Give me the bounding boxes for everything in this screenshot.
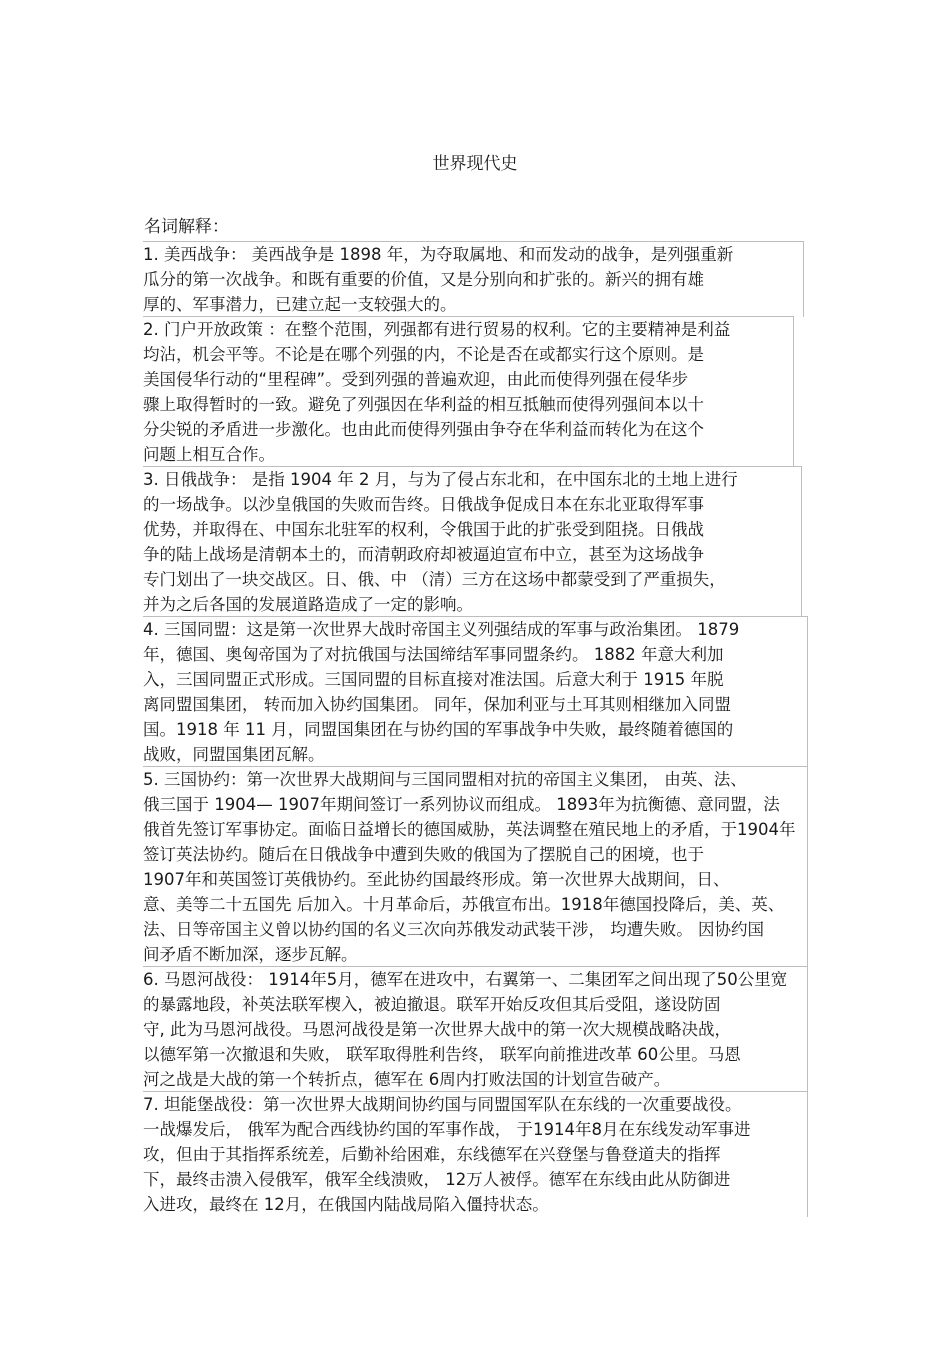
entry-line: 均沾，机会平等。不论是在哪个列强的内，不论是否在或都实行这个原则。是	[143, 345, 704, 364]
entry-line: 争的陆上战场是清朝本土的，而清朝政府却被逼迫宣布中立，甚至为这场战争	[143, 545, 704, 564]
entry-line: 俄首先签订军事协定。面临日益增长的德国威胁，英法调整在殖民地上的矛盾，于1904年	[143, 820, 796, 839]
entry-line: 3. 日俄战争： 是指 1904 年 2 月，与为了侵占东北和，在中国东北的土地上进行	[143, 470, 738, 489]
entry-line: 4. 三国同盟：这是第一次世界大战时帝国主义列强结成的军事与政治集团。 1879	[143, 620, 740, 639]
document-title: 世界现代史	[432, 154, 518, 174]
entry-line: 法、日等帝国主义曾以协约国的名义三次向苏俄发动武装干涉， 均遭失败。 因协约国	[143, 920, 764, 939]
entry-battle-of-tannenberg	[143, 1091, 808, 1217]
entry-line: 优势，并取得在、中国东北驻军的权利，令俄国于此的扩张受到阻挠。日俄战	[143, 520, 704, 539]
entry-line: 战败，同盟国集团瓦解。	[143, 745, 325, 764]
entry-triple-alliance	[143, 616, 808, 767]
entry-line: 问题上相互合作。	[143, 445, 275, 464]
entry-line: 入进攻，最终在 12月，在俄国内陆战局陷入僵持状态。	[143, 1195, 549, 1214]
entry-line: 的暴露地段，补英法联军楔入，被迫撤退。联军开始反攻但其后受阻，遂设防固	[143, 995, 721, 1014]
entry-line: 间矛盾不断加深，逐步瓦解。	[143, 945, 358, 964]
entry-line: 7. 坦能堡战役：第一次世界大战期间协约国与同盟国军队在东线的一次重要战役。	[143, 1095, 742, 1114]
entry-spanish-american-war	[143, 241, 804, 317]
entry-line: 俄三国于 1904— 1907年期间签订一系列协议而组成。 1893年为抗衡德、意同盟，法	[143, 795, 780, 814]
entry-line: 河之战是大战的第一个转折点，德军在 6周内打败法国的计划宣告破产。	[143, 1070, 671, 1089]
entry-line: 攻，但由于其指挥系统差，后勤补给困难，东线德军在兴登堡与鲁登道夫的指挥	[143, 1145, 721, 1164]
entry-line: 并为之后各国的发展道路造成了一定的影响。	[143, 595, 473, 614]
entry-line: 专门划出了一块交战区。日、俄、中 （清）三方在这场中都蒙受到了严重损失，	[143, 570, 726, 589]
entry-triple-entente	[143, 766, 808, 967]
entry-line: 守, 此为马恩河战役。马恩河战役是第一次世界大战中的第一次大规模战略决战，	[143, 1020, 731, 1039]
entry-line: 离同盟国集团， 转而加入协约国集团。 同年，保加利亚与土耳其则相继加入同盟	[143, 695, 731, 714]
entry-line: 1. 美西战争： 美西战争是 1898 年，为夺取属地、和而发动的战争，是列强重新	[143, 245, 734, 264]
entry-line: 5. 三国协约：第一次世界大战期间与三国同盟相对抗的帝国主义集团， 由英、法、	[143, 770, 747, 789]
entry-line: 2. 门户开放政策 ：在整个范围，列强都有进行贸易的权利。它的主要精神是利益	[143, 320, 731, 339]
entry-line: 1907年和英国签订英俄协约。至此协约国最终形成。第一次世界大战期间，日、	[143, 870, 730, 889]
entry-line: 年，德国、奥匈帝国为了对抗俄国与法国缔结军事同盟条约。 1882 年意大利加	[143, 645, 724, 664]
entry-line: 的一场战争。以沙皇俄国的失败而告终。日俄战争促成日本在东北亚取得军事	[143, 495, 704, 514]
entry-battle-of-marne	[143, 966, 808, 1092]
entry-line: 入，三国同盟正式形成。三国同盟的目标直接对准法国。后意大利于 1915 年脱	[143, 670, 724, 689]
entry-line: 分尖锐的矛盾进一步激化。也由此而使得列强由争夺在华利益而转化为在这个	[143, 420, 704, 439]
entry-line: 骤上取得暂时的一致。避免了列强因在华利益的相互抵触而使得列强间本以十	[143, 395, 704, 414]
entry-line: 国。1918 年 11 月，同盟国集团在与协约国的军事战争中失败，最终随着德国的	[143, 720, 734, 739]
entry-open-door-policy	[143, 316, 794, 467]
entry-line: 签订英法协约。随后在日俄战争中遭到失败的俄国为了摆脱自己的困境，也于	[143, 845, 704, 864]
entry-line: 一战爆发后， 俄军为配合西线协约国的军事作战， 于1914年8月在东线发动军事进	[143, 1120, 751, 1139]
entry-line: 以德军第一次撤退和失败， 联军取得胜利告终， 联军向前推进改革 60公里。马恩	[143, 1045, 741, 1064]
entry-line: 下，最终击溃入侵俄军，俄军全线溃败， 12万人被俘。德军在东线由此从防御进	[143, 1170, 731, 1189]
section-heading: 名词解释：	[144, 217, 229, 237]
entry-line: 美国侵华行动的“里程碑”。受到列强的普遍欢迎，由此而使得列强在侵华步	[143, 370, 689, 389]
entry-line: 意、美等二十五国先 后加入。十月革命后，苏俄宣布出。1918年德国投降后，美、英、	[143, 895, 785, 914]
entry-line: 厚的、军事潜力，已建立起一支较强大的。	[143, 295, 457, 314]
entry-line: 6. 马恩河战役： 1914年5月，德军在进攻中，右翼第一、二集团军之间出现了50公里宽	[143, 970, 788, 989]
entry-line: 瓜分的第一次战争。和既有重要的价值，又是分别向和扩张的。新兴的拥有雄	[143, 270, 704, 289]
entry-russo-japanese-war	[143, 466, 802, 617]
